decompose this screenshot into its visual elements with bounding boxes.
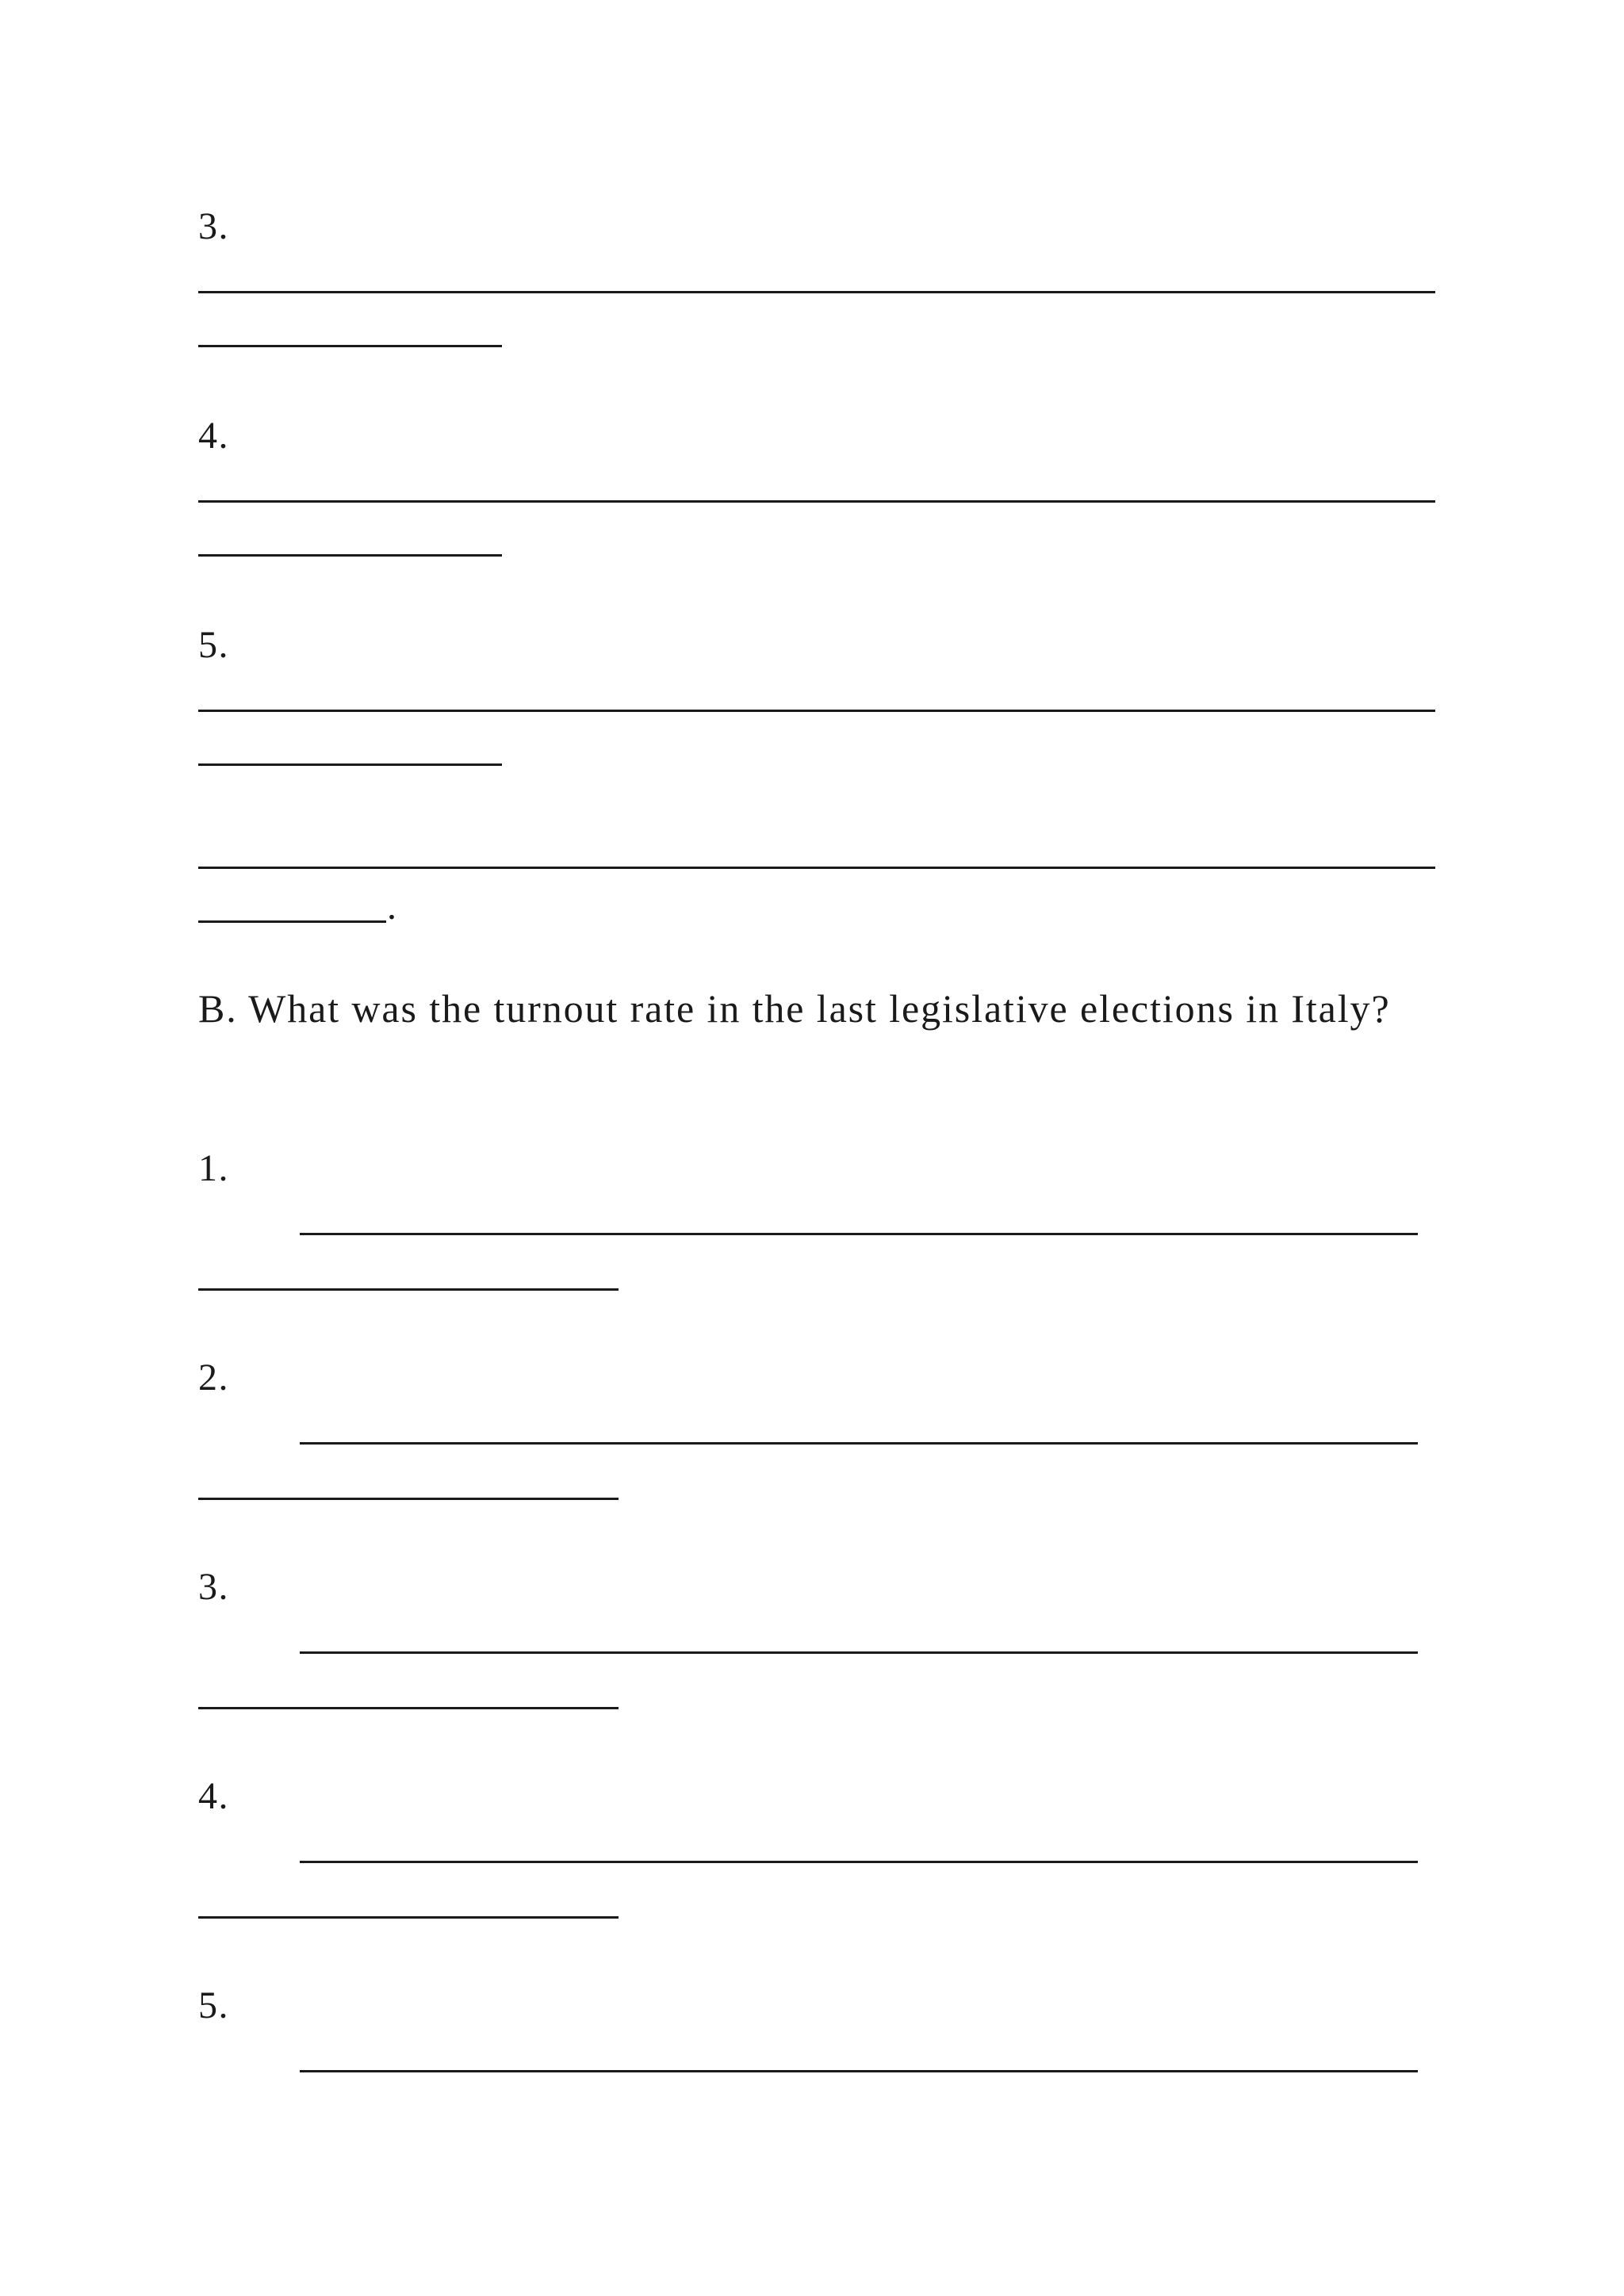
answer-line-continuation[interactable]	[198, 1916, 619, 1919]
answer-line[interactable]	[300, 1861, 1418, 1863]
answer-line[interactable]	[300, 1651, 1418, 1654]
item-number: 3.	[198, 205, 229, 247]
answer-line[interactable]	[198, 500, 1435, 503]
item-number: 4.	[198, 415, 229, 457]
answer-line[interactable]	[300, 1442, 1418, 1445]
answer-line-continuation[interactable]	[198, 1707, 619, 1709]
answer-line-continuation[interactable]	[198, 920, 386, 923]
answer-line[interactable]	[300, 1233, 1418, 1235]
answer-line-continuation[interactable]	[198, 1498, 619, 1500]
item-number: 5.	[198, 1984, 229, 2026]
answer-line[interactable]	[198, 291, 1435, 293]
answer-line[interactable]	[198, 710, 1435, 712]
answer-line[interactable]	[198, 867, 1435, 869]
answer-line[interactable]	[300, 2070, 1418, 2072]
item-number: 2.	[198, 1357, 229, 1399]
answer-line-continuation[interactable]	[198, 554, 502, 557]
item-number: 3.	[198, 1566, 229, 1608]
answer-line-continuation[interactable]	[198, 1288, 619, 1291]
answer-line-continuation[interactable]	[198, 345, 502, 347]
closing-period: .	[387, 886, 396, 928]
item-number: 5.	[198, 624, 229, 666]
answer-line-continuation[interactable]	[198, 763, 502, 766]
item-number: 1.	[198, 1147, 229, 1189]
question-heading: B. What was the turnout rate in the last legislative elections in Italy?	[198, 986, 1391, 1031]
item-number: 4.	[198, 1775, 229, 1817]
